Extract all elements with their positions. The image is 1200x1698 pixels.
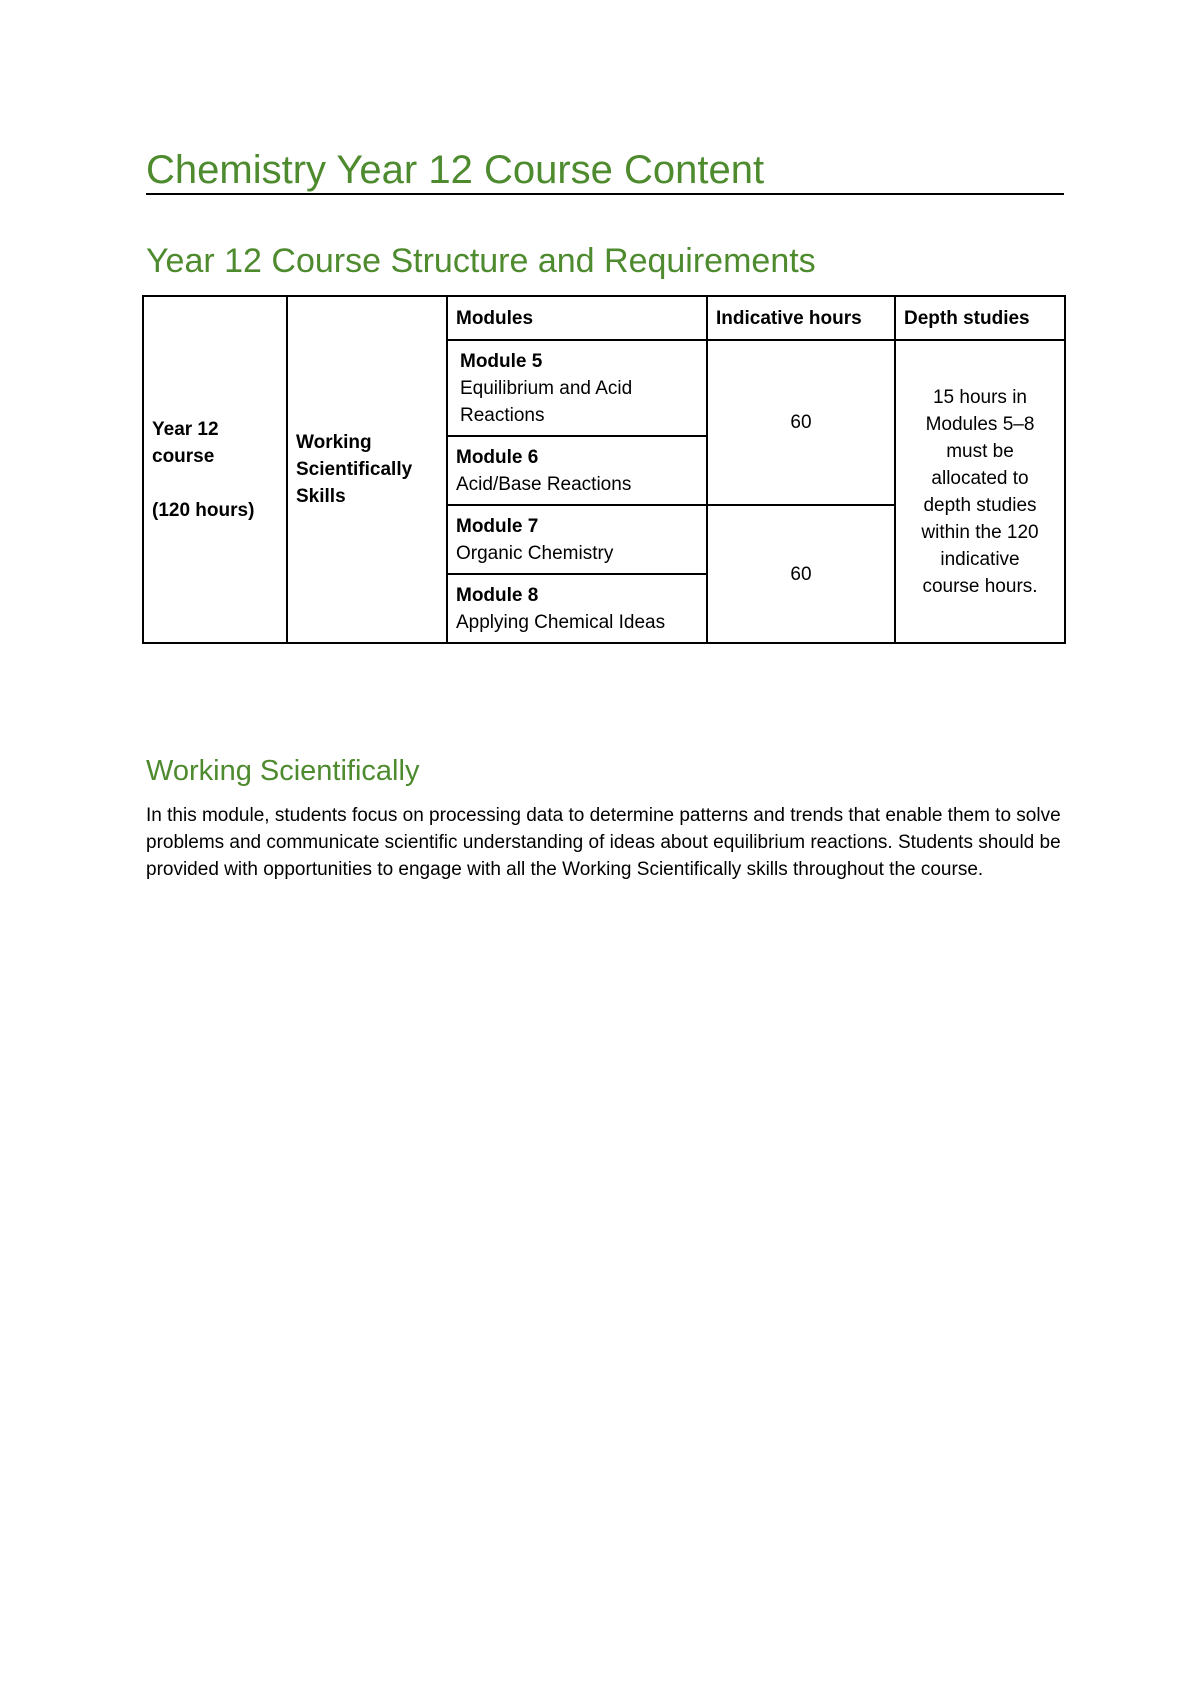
header-hours: Indicative hours [707, 296, 895, 340]
module-title: Module 8 [456, 584, 539, 606]
module-cell [447, 505, 707, 574]
title-underline [146, 193, 1064, 195]
module-name: Equilibrium and Acid Reactions [460, 377, 633, 426]
page-title: Chemistry Year 12 Course Content [146, 148, 765, 192]
module-title: Module 5 [460, 350, 543, 372]
working-scientifically-heading: Working Scientifically [146, 755, 420, 787]
module-name: Acid/Base Reactions [456, 473, 632, 495]
hours-cell: 60 [707, 340, 895, 505]
course-hours: (120 hours) [152, 499, 255, 521]
header-depth: Depth studies [895, 296, 1065, 340]
hours-cell: 60 [707, 505, 895, 643]
table-header-row [143, 296, 1065, 340]
module-cell [447, 574, 707, 643]
working-scientifically-paragraph: In this module, students focus on processing data to determine patterns and trends that enable them to solve problems and communicate scientific understanding of ideas about equilibrium reactions. Students should be provided with opportunities to engage with all the Working Scientifically skills throughout the course. [146, 805, 1061, 880]
course-cell [143, 296, 287, 643]
section-heading: Year 12 Course Structure and Requirements [146, 242, 816, 280]
module-name: Applying Chemical Ideas [456, 611, 666, 633]
depth-studies-cell: 15 hours in Modules 5–8 must be allocated to depth studies within the 120 indicative course hours. [895, 340, 1065, 643]
skills-cell: Working Scientifically Skills [287, 296, 447, 643]
module-title: Module 7 [456, 515, 539, 537]
module-cell [447, 340, 707, 436]
module-title: Module 6 [456, 446, 539, 468]
course-label: Year 12 course [152, 418, 219, 467]
course-structure-table [142, 295, 1066, 644]
module-name: Organic Chemistry [456, 542, 614, 564]
header-modules: Modules [447, 296, 707, 340]
module-cell [447, 436, 707, 505]
